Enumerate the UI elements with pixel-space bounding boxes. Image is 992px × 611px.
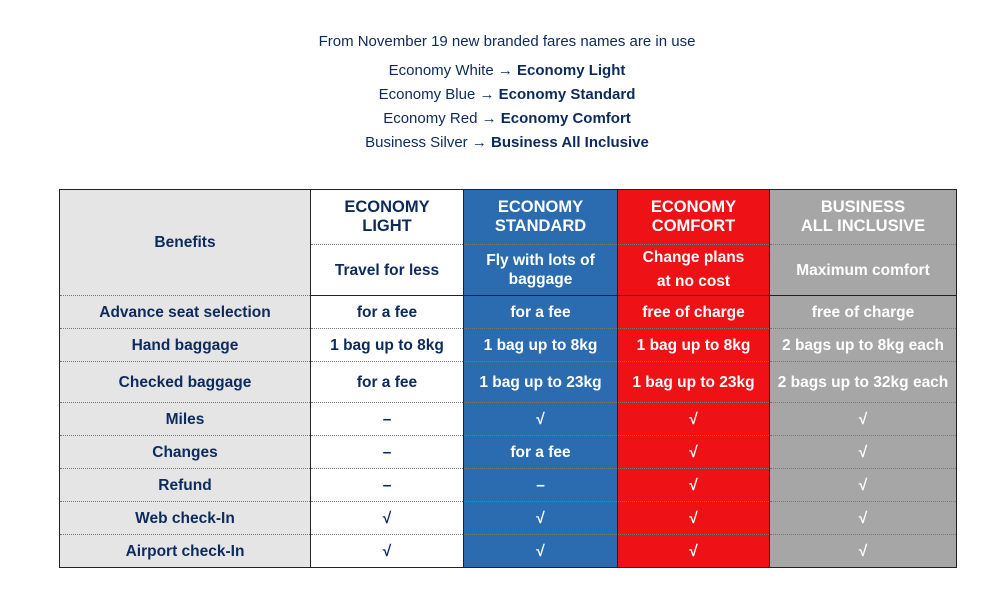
fare-rename-notice [0, 33, 992, 158]
cell-business: √ [770, 436, 957, 469]
benefit-label: Refund [60, 469, 311, 502]
benefit-label: Airport check-In [60, 535, 311, 568]
cell-economy-light: – [311, 469, 464, 502]
cell-economy-standard: – [464, 469, 618, 502]
table-row [60, 436, 957, 469]
fare-header-economy-comfort: ECONOMY COMFORT [618, 190, 770, 245]
fare-rename-row [0, 110, 992, 127]
fare-rename-row [0, 86, 992, 103]
fare-rename-row [0, 62, 992, 79]
fare-tagline-economy-light: Travel for less [311, 245, 464, 296]
cell-economy-comfort: √ [618, 436, 770, 469]
notice-headline: From November 19 new branded fares names are in use [318, 33, 696, 50]
fare-tagline-economy-comfort: Change plans at no cost [618, 245, 770, 296]
benefit-label: Changes [60, 436, 311, 469]
fare-comparison-table [59, 189, 957, 568]
table-row [60, 329, 957, 362]
old-fare-name: Economy White [388, 62, 494, 79]
old-fare-name: Business Silver [365, 134, 468, 151]
benefits-header: Benefits [60, 190, 311, 296]
table-row [60, 469, 957, 502]
table-row [60, 403, 957, 436]
arrow-icon: → [497, 62, 513, 79]
cell-economy-light: 1 bag up to 8kg [311, 329, 464, 362]
cell-economy-standard: for a fee [464, 436, 618, 469]
cell-economy-standard: 1 bag up to 8kg [464, 329, 618, 362]
benefit-label: Hand baggage [60, 329, 311, 362]
fare-header-business: BUSINESS ALL INCLUSIVE [770, 190, 957, 245]
benefit-label: Advance seat selection [60, 296, 311, 329]
cell-economy-comfort: free of charge [618, 296, 770, 329]
cell-business: √ [770, 502, 957, 535]
cell-business: √ [770, 535, 957, 568]
arrow-icon: → [471, 134, 487, 151]
old-fare-name: Economy Blue [378, 86, 476, 103]
cell-economy-comfort: 1 bag up to 8kg [618, 329, 770, 362]
fare-tagline-business: Maximum comfort [770, 245, 957, 296]
fare-header-row [60, 190, 957, 245]
cell-economy-light: – [311, 403, 464, 436]
cell-economy-comfort: 1 bag up to 23kg [618, 362, 770, 403]
table-row [60, 502, 957, 535]
cell-economy-comfort: √ [618, 502, 770, 535]
old-fare-name: Economy Red [383, 110, 478, 127]
cell-economy-light: √ [311, 502, 464, 535]
cell-economy-standard: 1 bag up to 23kg [464, 362, 618, 403]
cell-economy-light: for a fee [311, 296, 464, 329]
arrow-icon: → [481, 110, 497, 127]
fare-tagline-economy-standard: Fly with lots of baggage [464, 245, 618, 296]
benefit-label: Web check-In [60, 502, 311, 535]
new-fare-name: Economy Light [517, 62, 626, 79]
cell-business: √ [770, 403, 957, 436]
cell-economy-comfort: √ [618, 403, 770, 436]
cell-business: 2 bags up to 8kg each [770, 329, 957, 362]
cell-business: free of charge [770, 296, 957, 329]
cell-business: √ [770, 469, 957, 502]
benefit-label: Miles [60, 403, 311, 436]
fare-header-economy-standard: ECONOMY STANDARD [464, 190, 618, 245]
fare-rename-row [0, 134, 992, 151]
cell-economy-comfort: √ [618, 535, 770, 568]
cell-economy-standard: √ [464, 502, 618, 535]
table-row [60, 296, 957, 329]
cell-economy-standard: for a fee [464, 296, 618, 329]
cell-economy-light: – [311, 436, 464, 469]
table-row [60, 535, 957, 568]
fare-header-economy-light: ECONOMY LIGHT [311, 190, 464, 245]
cell-business: 2 bags up to 32kg each [770, 362, 957, 403]
cell-economy-light: for a fee [311, 362, 464, 403]
arrow-icon: → [479, 86, 495, 103]
cell-economy-comfort: √ [618, 469, 770, 502]
benefit-label: Checked baggage [60, 362, 311, 403]
new-fare-name: Economy Comfort [500, 110, 631, 127]
new-fare-name: Business All Inclusive [491, 134, 649, 151]
new-fare-name: Economy Standard [498, 86, 636, 103]
table-row [60, 362, 957, 403]
cell-economy-standard: √ [464, 535, 618, 568]
cell-economy-standard: √ [464, 403, 618, 436]
cell-economy-light: √ [311, 535, 464, 568]
